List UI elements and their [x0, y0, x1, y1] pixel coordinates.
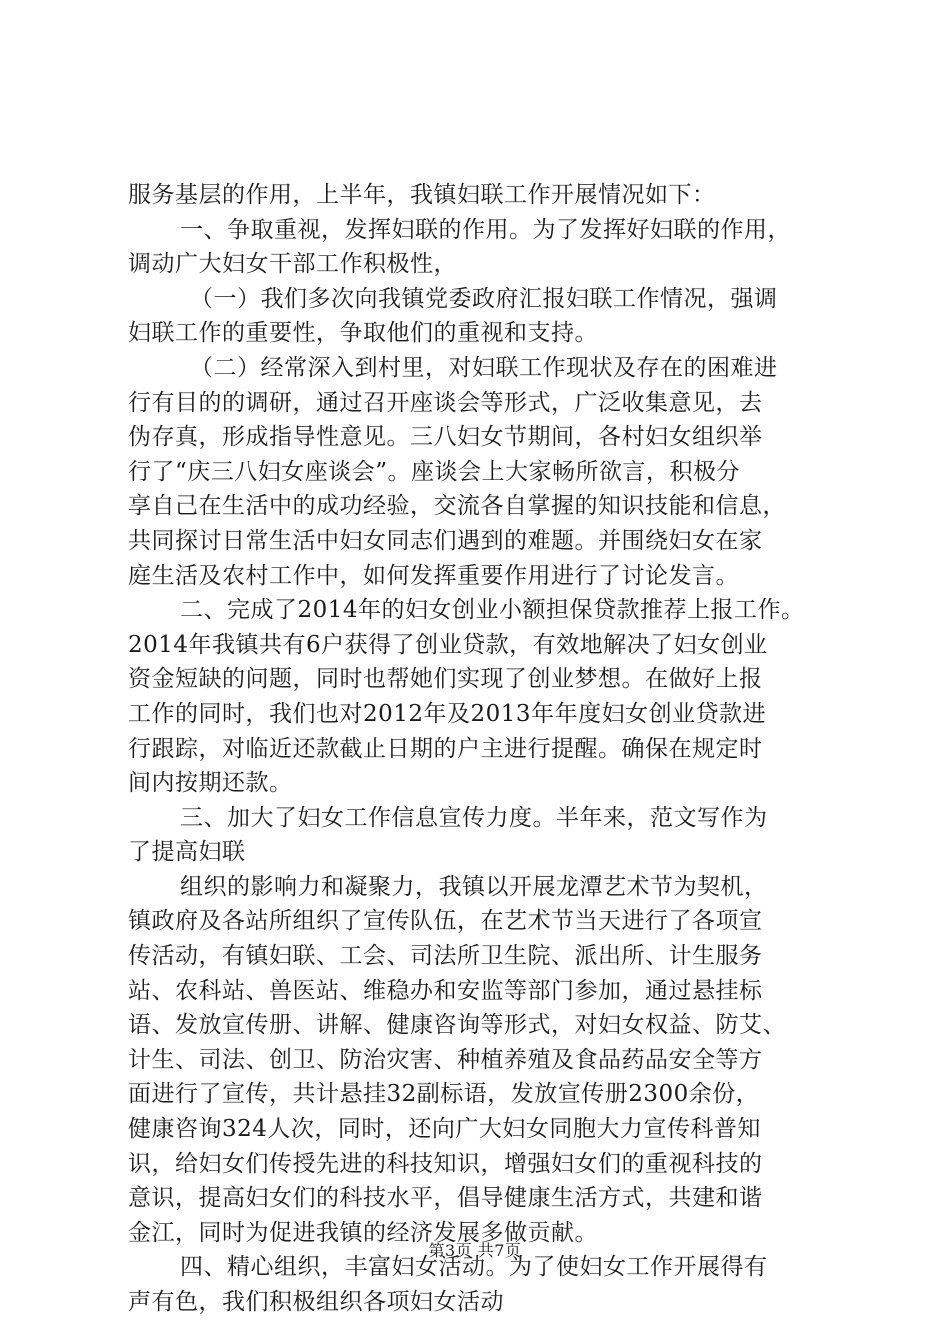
- text-line: 金江，同时为促进我镇的经济发展多做贡献。: [128, 1219, 598, 1246]
- section-heading-2: 二、完成了2014年的妇女创业小额担保贷款推荐上报工作。: [180, 597, 805, 624]
- text-line: 站、农科站、兽医站、维稳办和安监等部门参加，通过悬挂标: [128, 977, 763, 1004]
- text-line: （二）经常深入到村里，对妇联工作现状及存在的困难进: [190, 354, 778, 381]
- text-line: 庭生活及农村工作中，如何发挥重要作用进行了讨论发言。: [128, 562, 739, 589]
- section-heading-3: 三、加大了妇女工作信息宣传力度。半年来，范文写作为: [180, 804, 768, 831]
- text-line: （一）我们多次向我镇党委政府汇报妇联工作情况，强调: [190, 285, 778, 312]
- text-line: 了提高妇联: [128, 839, 246, 866]
- text-line: 计生、司法、创卫、防治灾害、种植养殖及食品药品安全等方: [128, 1046, 763, 1073]
- section-heading-1: 一、争取重视，发挥妇联的作用。为了发挥好妇联的作用，: [180, 216, 791, 243]
- text-line: 语、发放宣传册、讲解、健康咨询等形式，对妇女权益、防艾、: [128, 1012, 786, 1039]
- text-line: 调动广大妇女干部工作积极性，: [128, 251, 457, 278]
- text-line: 声有色，我们积极组织各项妇女活动: [128, 1289, 504, 1315]
- section-heading-4: 四、精心组织，丰富妇女活动。为了使妇女工作开展得有: [180, 1254, 768, 1281]
- text-line: 健康咨询324人次，同时，还向广大妇女同胞大力宣传科普知: [128, 1116, 761, 1143]
- text-line: 伪存真，形成指导性意见。三八妇女节期间，各村妇女组织举: [128, 424, 763, 451]
- text-line: 享自己在生活中的成功经验，交流各自掌握的知识技能和信息，: [128, 493, 786, 520]
- text-line: 共同探讨日常生活中妇女同志们遇到的难题。并围绕妇女在家: [128, 527, 763, 554]
- text-line: 镇政府及各站所组织了宣传队伍，在艺术节当天进行了各项宣: [128, 908, 763, 935]
- text-line: 间内按期还款。: [128, 770, 293, 797]
- document-body: [128, 178, 834, 1320]
- text-line: 2014年我镇共有6户获得了创业贷款，有效地解决了妇女创业: [128, 631, 768, 658]
- text-line: 传活动，有镇妇联、工会、司法所卫生院、派出所、计生服务: [128, 943, 763, 970]
- text-line: 行了“庆三八妇女座谈会”。座谈会上大家畅所欲言，积极分: [128, 458, 741, 485]
- text-line: 行有目的的调研，通过召开座谈会等形式，广泛收集意见，去: [128, 389, 763, 416]
- text-line: 行跟踪，对临近还款截止日期的户主进行提醒。确保在规定时: [128, 735, 763, 762]
- text-line: 意识，提高妇女们的科技水平，倡导健康生活方式，共建和谐: [128, 1185, 763, 1212]
- page-number-footer: 第3页 共7页: [428, 1241, 522, 1260]
- text-line: 资金短缺的问题，同时也帮她们实现了创业梦想。在做好上报: [128, 666, 763, 693]
- text-line: 妇联工作的重要性，争取他们的重视和支持。: [128, 320, 598, 347]
- text-line: 面进行了宣传，共计悬挂32副标语，发放宣传册2300余份，: [128, 1081, 760, 1108]
- text-line: 工作的同时，我们也对2012年及2013年年度妇女创业贷款进: [128, 700, 767, 727]
- text-line: 组织的影响力和凝聚力，我镇以开展龙潭艺术节为契机，: [180, 873, 768, 900]
- text-line: 服务基层的作用，上半年，我镇妇联工作开展情况如下：: [128, 182, 716, 208]
- text-line: 识，给妇女们传授先进的科技知识，增强妇女们的重视科技的: [128, 1150, 763, 1177]
